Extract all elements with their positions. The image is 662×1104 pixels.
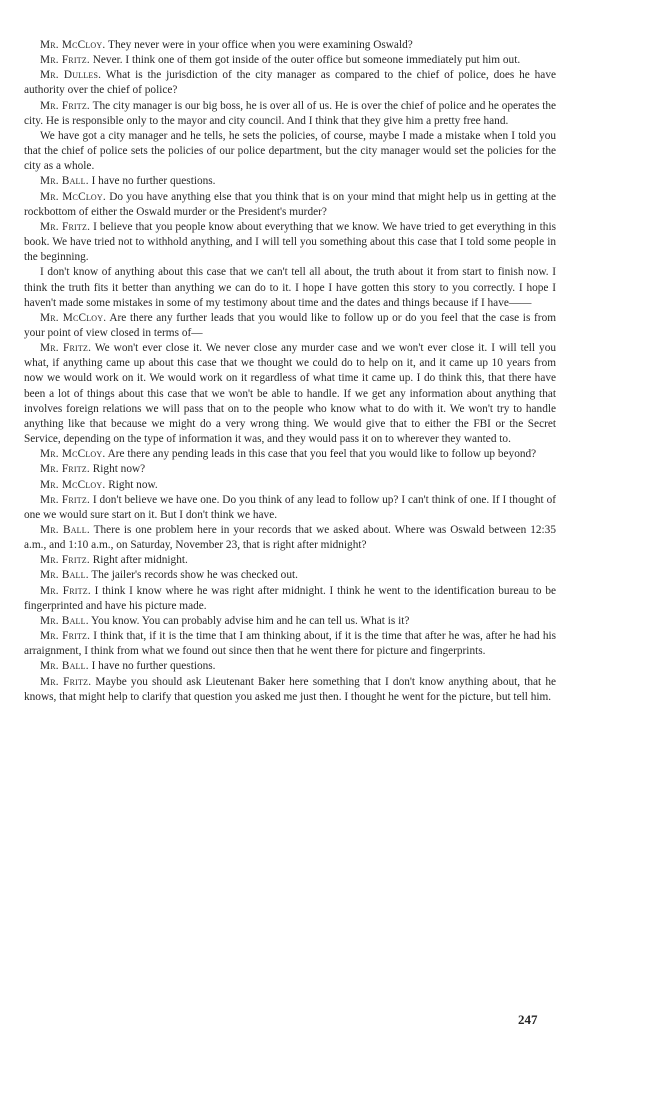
testimony-text — [24, 38, 556, 705]
paragraph — [24, 523, 556, 553]
paragraph-text: I have no further questions. — [91, 175, 216, 188]
paragraph-text: I don't know of anything about this case that we can't tell all about, the truth about it from start to finish now. I think the truth fits it better than anything we can do to it. I hope I have gotten this story to you correctly. I hope I haven't made some mistakes in some of my testimony about time and the dates and things because if I have—— — [24, 266, 556, 309]
speaker-label: Mr. McCloy. — [40, 478, 106, 491]
speaker-label: Mr. Fritz. — [40, 675, 92, 688]
page-number: 247 — [518, 1012, 538, 1027]
paragraph-text: We have got a city manager and he tells, he sets the policies, of course, maybe I made a mistake when I told you that the chief of police sets the policies of our police department, but the city manager would set the policies for the city as a whole. — [24, 129, 556, 173]
paragraph-text: They never were in your office when you were examining Oswald? — [108, 39, 413, 51]
paragraph-text: You know. You can probably advise him and he can tell us. What is it? — [91, 614, 410, 627]
speaker-label: Mr. McCloy. — [40, 39, 106, 51]
speaker-label: Mr. McCloy. — [40, 448, 106, 461]
paragraph — [24, 190, 556, 220]
speaker-label: Mr. McCloy. — [40, 311, 107, 324]
paragraph-text: We won't ever close it. We never close any murder case and we won't ever close it. I will tell you what, if anything came up about this case that we thought we could do to help on it, and it came up 10 years from now we would work on it. We would work on it regardless of what time it came up. I do think this, that there have been a lot of things about this case that we won't be able to handle. If we get any information about anything that involves foreign relations we will pass that on to the people who know what to do with it. We won't try to handle anything like that because we might do a very wrong thing. We would give that to either the FBI or the Secret Service, depending on the type of information it was, and they would pass it on to wherever they wanted to. — [24, 342, 556, 446]
speaker-label: Mr. Fritz. — [40, 99, 90, 112]
speaker-label: Mr. Fritz. — [40, 554, 90, 567]
paragraph — [24, 568, 556, 583]
paragraph — [24, 447, 556, 462]
paragraph-text: Are there any further leads that you would like to follow up or do you feel that the case is from your point of view closed in terms of— — [24, 311, 557, 339]
paragraph — [24, 553, 556, 568]
speaker-label: Mr. Ball. — [40, 569, 89, 582]
paragraph — [24, 265, 556, 310]
paragraph-text: I have no further questions. — [91, 660, 216, 673]
paragraph — [24, 220, 556, 265]
paragraph — [24, 478, 556, 493]
paragraph — [24, 38, 556, 53]
speaker-label: Mr. Fritz. — [40, 220, 91, 233]
paragraph — [24, 493, 556, 523]
paragraph-text: The city manager is our big boss, he is over all of us. He is over the chief of police and he operates the city. He is responsible only to the mayor and city council. And I think that they give him a pretty free hand. — [24, 99, 556, 127]
paragraph — [24, 53, 556, 68]
paragraph — [24, 174, 556, 189]
paragraph — [24, 659, 556, 674]
paragraph — [24, 614, 556, 629]
paragraph-text: What is the jurisdiction of the city manager as compared to the chief of police, does he have authority over the chief of police? — [24, 69, 556, 97]
paragraph-text: I think that, if it is the time that I am thinking about, if it is the time that after he was, after he had his arraignment, I think from what we found out since then that he went there for picture and fingerprints. — [24, 630, 557, 658]
paragraph-text: Never. I think one of them got inside of the outer office but someone immediately put him out. — [92, 54, 521, 67]
paragraph-text: I believe that you people know about everything that we know. We have tried to get everything in this book. We have tried not to withhold anything, and I will tell you something about this case that I told some people in the beginning. — [24, 220, 556, 264]
speaker-label: Mr. Fritz. — [40, 630, 91, 643]
speaker-label: Mr. Fritz. — [40, 54, 90, 67]
paragraph — [24, 311, 556, 341]
speaker-label: Mr. Ball. — [40, 614, 89, 627]
paragraph — [24, 462, 556, 477]
paragraph — [24, 584, 556, 614]
speaker-label: Mr. Fritz. — [40, 463, 90, 476]
speaker-label: Mr. Ball. — [40, 524, 90, 536]
paragraph-text: The jailer's records show he was checked out. — [91, 569, 298, 582]
paragraph-text: Do you have anything else that you think that is on your mind that might help us in getting at the rockbottom of either the Oswald murder or the President's murder? — [24, 190, 556, 218]
paragraph — [24, 341, 556, 447]
paragraph-text: I don't believe we have one. Do you think of any lead to follow up? I can't think of one. If I thought of one we would sure start on it. But I don't think we have. — [24, 493, 556, 521]
paragraph-text: Right after midnight. — [92, 554, 188, 567]
paragraph-text: Are there any pending leads in this case that you feel that you would like to follow up beyond? — [107, 448, 537, 461]
paragraph — [24, 629, 556, 659]
paragraph — [24, 68, 556, 98]
speaker-label: Mr. Dulles. — [40, 69, 102, 82]
speaker-label: Mr. Ball. — [40, 660, 89, 673]
speaker-label: Mr. Fritz. — [40, 342, 92, 355]
speaker-label: Mr. Fritz. — [40, 493, 90, 506]
speaker-label: Mr. Ball. — [40, 175, 89, 188]
paragraph — [24, 675, 556, 705]
paragraph — [24, 99, 556, 129]
paragraph-text: Right now. — [108, 478, 158, 491]
paragraph-text: There is one problem here in your records that we asked about. Where was Oswald between 12:35 a.m., and 1:10 a.m., on Saturday, November 23, that is right after midnight? — [24, 524, 556, 552]
speaker-label: Mr. Fritz. — [40, 584, 91, 597]
speaker-label: Mr. McCloy. — [40, 190, 106, 203]
paragraph — [24, 129, 556, 174]
paragraph-text: Right now? — [92, 463, 146, 476]
paragraph-text: I think I know where he was right after midnight. I think he went to the identification bureau to be fingerprinted and have his picture made. — [24, 584, 556, 612]
paragraph-text: Maybe you should ask Lieutenant Baker here something that I don't know anything about, that he knows, that might help to clarify that question you asked me just then. I thought he went for the picture, but tell him. — [24, 675, 556, 703]
